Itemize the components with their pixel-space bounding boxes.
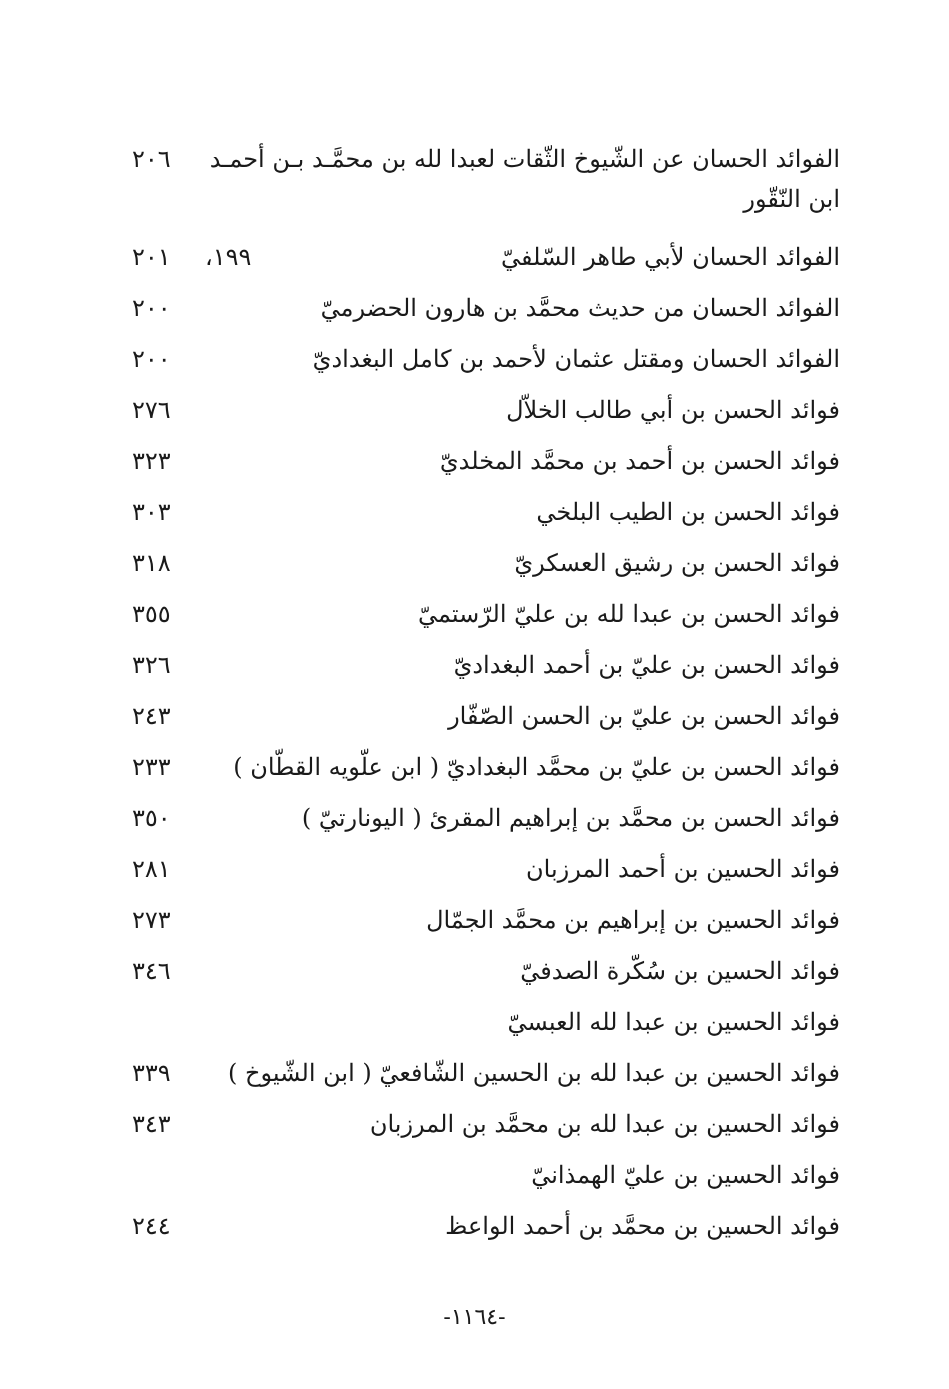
index-entry — [120, 284, 840, 335]
entry-title: الفوائد الحسان عن الشّيوخ الثّقات لعبدا لله بن محمَّـد بـن أحمـد — [209, 145, 840, 173]
entry-pages: ٣١٨ — [132, 549, 171, 577]
entry-pages: ٢٠٦ — [132, 145, 171, 173]
entry-title: الفوائد الحسان من حديث محمَّد بن هارون الحضرميّ — [320, 294, 840, 322]
entry-pages: ٣٥٠ — [132, 804, 171, 832]
entry-pages-extra: ١٩٩، — [205, 243, 252, 271]
page-number: -١١٦٤- — [443, 1305, 506, 1330]
entry-pages: ٢٤٤ — [132, 1212, 171, 1240]
index-entry — [120, 896, 840, 947]
entry-title: فوائد الحسن بن أحمد بن محمَّد المخلديّ — [439, 447, 840, 475]
index-entry — [120, 1202, 840, 1253]
entry-pages: ٢٧٣ — [132, 906, 171, 934]
index-entry — [120, 1049, 840, 1100]
index-entry — [120, 335, 840, 386]
entry-title: فوائد الحسن بن الطيب البلخي — [536, 498, 840, 526]
index-entry — [120, 1100, 840, 1151]
entry-title: الفوائد الحسان ومقتل عثمان لأحمد بن كامل البغداديّ — [312, 345, 840, 373]
index-entry — [120, 743, 840, 794]
index-entry — [120, 947, 840, 998]
entry-title: ابن النّقّور — [743, 185, 840, 213]
entry-pages: ٢٧٦ — [132, 396, 171, 424]
entry-title: الفوائد الحسان لأبي طاهر السّلفيّ — [501, 243, 840, 271]
entry-title: فوائد الحسين بن عبدا لله بن الحسين الشّافعيّ ( ابن الشّيوخ ) — [228, 1059, 840, 1087]
entry-title: فوائد الحسن بن رشيق العسكريّ — [514, 549, 840, 577]
entry-title: فوائد الحسين بن إبراهيم بن محمَّد الجمّال — [426, 906, 840, 934]
index-entry — [120, 1151, 840, 1202]
entry-pages: ٣٢٦ — [132, 651, 171, 679]
entry-pages: ٢٠٠ — [132, 345, 171, 373]
index-entry — [120, 998, 840, 1049]
index-entry — [120, 135, 840, 175]
index-entry-continuation — [120, 175, 840, 233]
entry-pages: ٣٥٥ — [132, 600, 171, 628]
entry-pages: ٣٢٣ — [132, 447, 171, 475]
entry-pages: ٢٨١ — [132, 855, 171, 883]
entry-pages: ٣٣٩ — [132, 1059, 171, 1087]
entry-pages: ٢٣٣ — [132, 753, 171, 781]
entry-title: فوائد الحسن بن عليّ بن محمَّد البغداديّ ( ابن علّويه القطّان ) — [233, 753, 840, 781]
entry-title: فوائد الحسين بن سُكّرة الصدفيّ — [520, 957, 840, 985]
entry-pages: ٣٤٦ — [132, 957, 171, 985]
entry-pages: ٢٠٠ — [132, 294, 171, 322]
entry-title: فوائد الحسين بن عبدا لله بن محمَّد بن المرزبان — [369, 1110, 840, 1138]
entry-pages: ٣٠٣ — [132, 498, 171, 526]
entry-pages: ٢٠١ — [132, 243, 171, 271]
entry-title: فوائد الحسن بن عبدا لله بن عليّ الرّستميّ — [418, 600, 840, 628]
index-entry — [120, 692, 840, 743]
entry-pages: ٣٤٣ — [132, 1110, 171, 1138]
index-entry — [120, 590, 840, 641]
entry-title: فوائد الحسين بن عبدا لله العبسيّ — [507, 1008, 840, 1036]
index-entry — [120, 386, 840, 437]
index-entry — [120, 488, 840, 539]
index-entry — [120, 641, 840, 692]
entry-title: فوائد الحسن بن عليّ بن أحمد البغداديّ — [453, 651, 840, 679]
entry-pages: ٢٤٣ — [132, 702, 171, 730]
index-entry — [120, 437, 840, 488]
index-entries — [120, 135, 840, 1253]
entry-title: فوائد الحسن بن أبي طالب الخلاّل — [506, 396, 840, 424]
entry-title: فوائد الحسين بن أحمد المرزبان — [526, 855, 840, 883]
entry-title: فوائد الحسين بن عليّ الهمذانيّ — [531, 1161, 840, 1189]
entry-title: فوائد الحسن بن محمَّد بن إبراهيم المقرئ ( اليونارتيّ ) — [301, 804, 840, 832]
index-entry — [120, 794, 840, 845]
entry-title: فوائد الحسن بن عليّ بن الحسن الصّفّار — [448, 702, 840, 730]
index-entry — [120, 539, 840, 590]
index-entry — [120, 233, 840, 284]
entry-title: فوائد الحسين بن محمَّد بن أحمد الواعظ — [445, 1212, 840, 1240]
index-entry — [120, 845, 840, 896]
